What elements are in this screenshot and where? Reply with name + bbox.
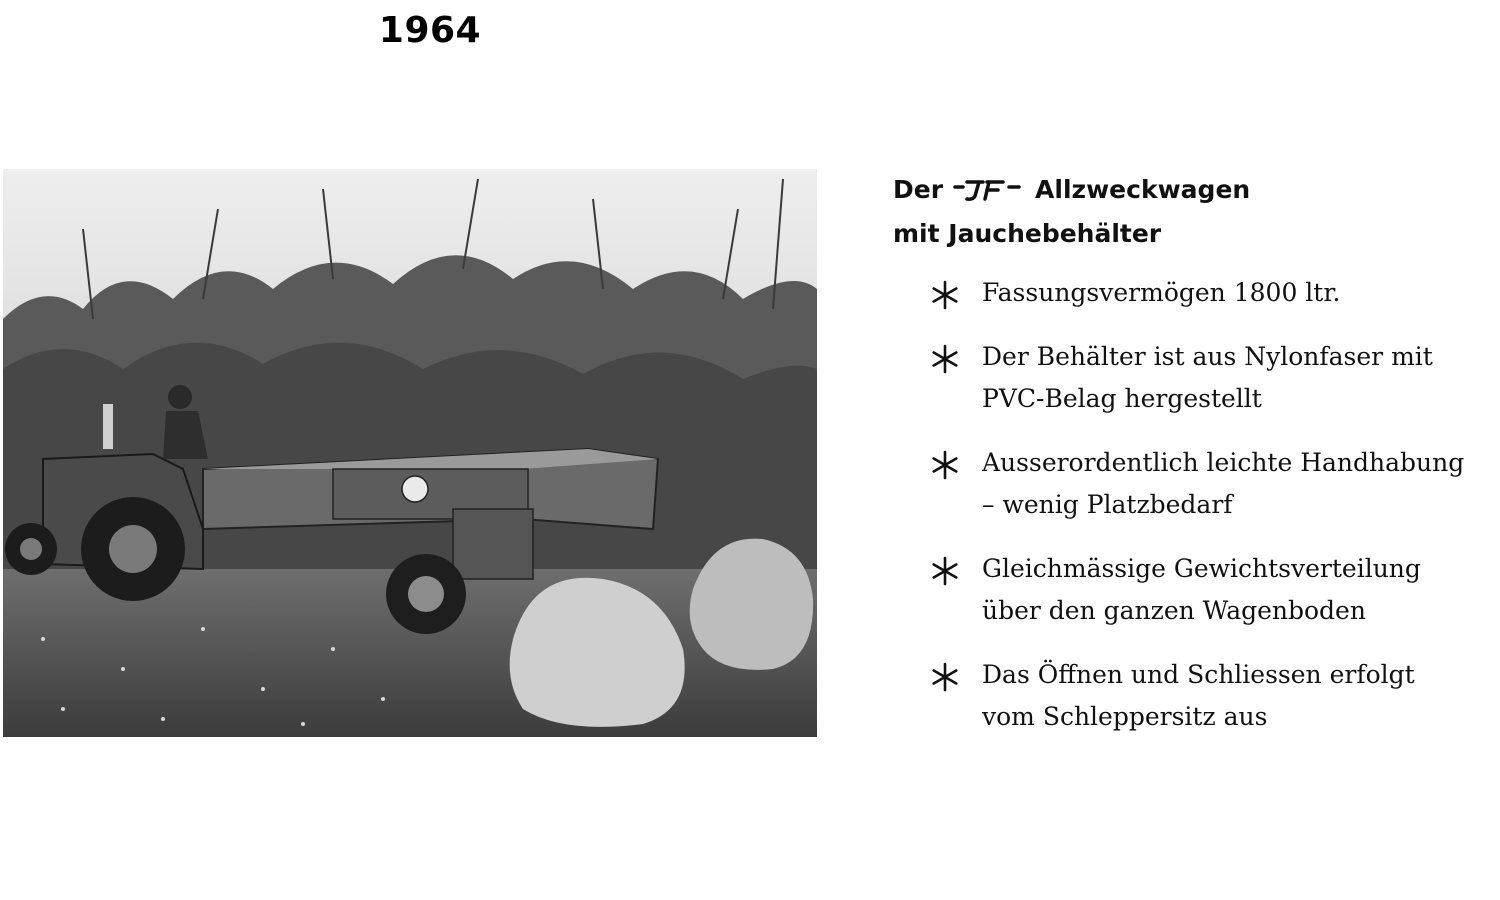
photo-illustration: [3, 169, 817, 737]
asterisk-icon: [930, 662, 960, 692]
feature-text-line: Der Behälter ist aus Nylonfaser mit: [982, 342, 1433, 371]
heading-prefix: Der: [893, 175, 944, 204]
asterisk-icon: [930, 556, 960, 586]
jf-logo: [953, 179, 1023, 201]
heading-suffix: Allzweckwagen: [1035, 175, 1251, 204]
asterisk-icon: [930, 280, 960, 310]
asterisk-icon: [930, 344, 960, 374]
product-heading: [893, 168, 1250, 256]
feature-item: [930, 442, 1486, 526]
year-label: 1964: [378, 10, 482, 51]
asterisk-icon: [930, 450, 960, 480]
feature-item: [930, 272, 1486, 314]
tractor-trailer-photo: [3, 169, 817, 737]
feature-text-line: Fassungsvermögen 1800 ltr.: [982, 278, 1341, 307]
feature-item: [930, 654, 1486, 738]
feature-text-line: Das Öffnen und Schliessen erfolgt: [982, 660, 1415, 689]
feature-list: [930, 272, 1486, 760]
feature-text-line: über den ganzen Wagenboden: [982, 596, 1366, 625]
feature-text-line: PVC-Belag hergestellt: [982, 384, 1262, 413]
heading-line-1: [893, 168, 1250, 212]
feature-text-line: vom Schleppersitz aus: [982, 702, 1268, 731]
feature-text-line: Ausserordentlich leichte Handhabung: [982, 448, 1465, 477]
feature-text-line: – wenig Platzbedarf: [982, 490, 1233, 519]
heading-line-2: mit Jauchebehälter: [893, 219, 1162, 248]
feature-text-line: Gleichmässige Gewichtsverteilung: [982, 554, 1421, 583]
feature-item: [930, 336, 1486, 420]
feature-item: [930, 548, 1486, 632]
